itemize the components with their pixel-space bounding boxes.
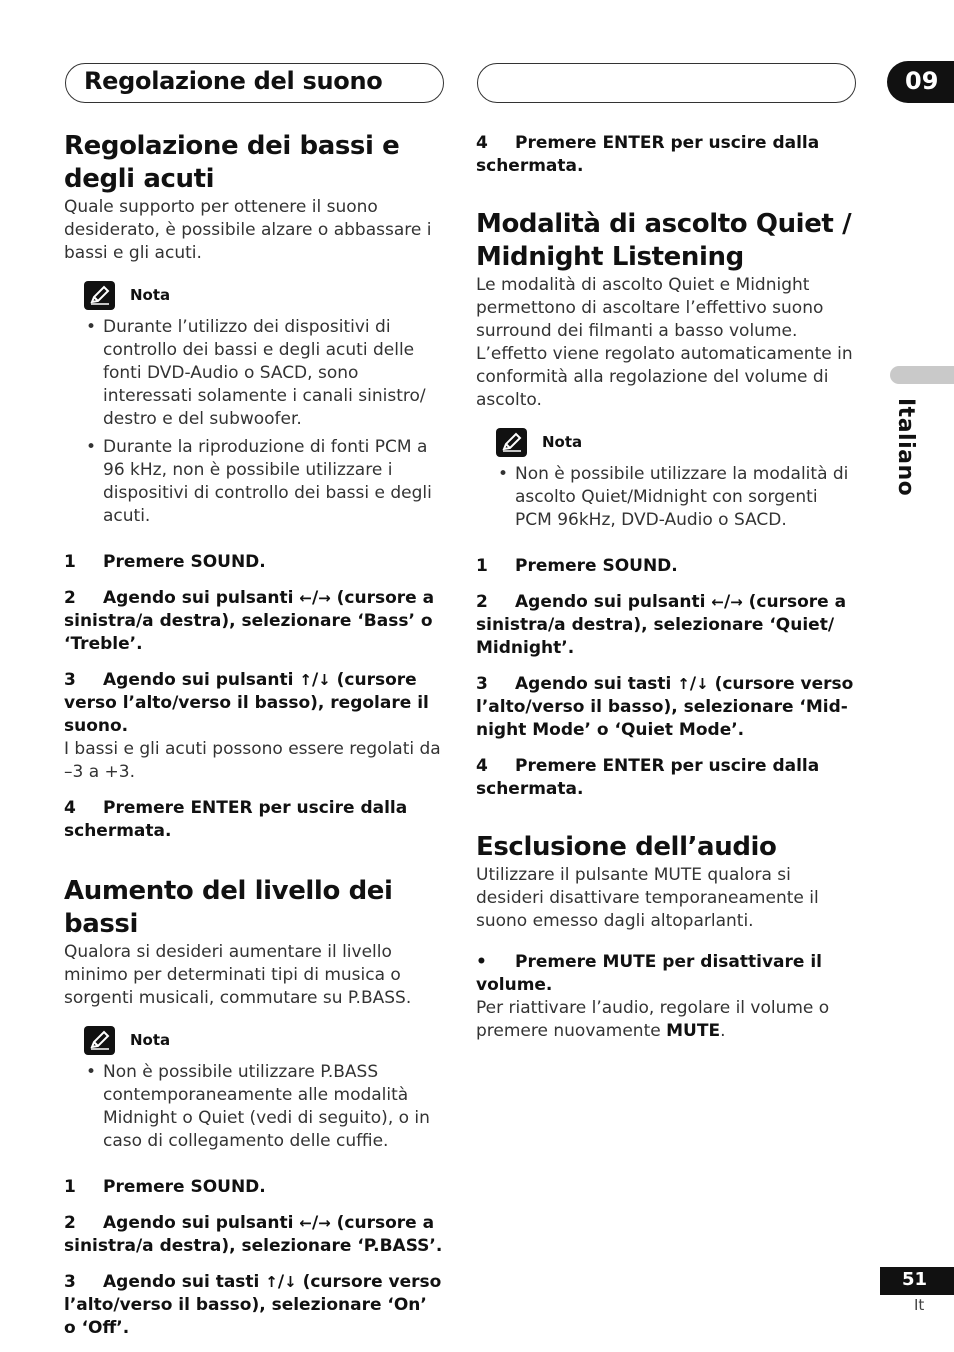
bass-boost-section <box>64 875 444 1340</box>
step: 3 Agendo sui tasti ↑/↓ (cursore verso l’alto/verso il basso), selezionare ‘On’ o ‘Off’. <box>64 1272 442 1338</box>
pencil-note-icon <box>496 428 527 457</box>
arrow-down-icon: ↓ <box>284 1273 297 1291</box>
quiet-midnight-title: Modalità di ascolto Quiet / Midnight Listening <box>476 209 852 272</box>
bass-treble-title: Regolazione dei bassi e degli acuti <box>64 131 400 194</box>
note-label: Nota <box>542 433 583 451</box>
language-label: Italiano <box>893 398 918 497</box>
note-header <box>496 427 856 457</box>
mute-title: Esclusione dell’audio <box>476 832 777 862</box>
pencil-note-icon <box>84 1026 115 1055</box>
step: 4 Premere ENTER per uscire dalla schermata. <box>64 798 408 841</box>
arrow-right-icon: → <box>318 589 331 607</box>
quiet-midnight-section <box>476 208 856 801</box>
note-bullet: • Durante la riproduzione di fonti PCM a 96 kHz, non è possibile utilizzare i dispositivi di controllo dei bassi e degli acuti. <box>64 436 444 528</box>
step: 2 Agendo sui pulsanti ←/→ (cursore a sinistra/a destra), selezionare ‘Bass’ o ‘Treble’. <box>64 588 435 654</box>
arrow-left-icon: ← <box>711 593 724 611</box>
step: 3 Agendo sui tasti ↑/↓ (cursore verso l’alto/verso il basso), selezionare ‘Mid-night Mode’ o ‘Quiet Mode’. <box>476 674 854 740</box>
arrow-down-icon: ↓ <box>318 671 331 689</box>
note-bullet: • Durante l’utilizzo dei dispositivi di controllo dei bassi e degli acuti delle fonti DVD-Audio o SACD, sono interessati solamente i canali sinistro/ destro e del subwoofer. <box>64 316 444 431</box>
note-bullet: • Non è possibile utilizzare P.BASS contemporaneamente alle modalità Midnight o Quiet (vedi di seguito), o in caso di collegamento delle cuffie. <box>64 1061 444 1153</box>
arrow-up-icon: ↑ <box>299 671 312 689</box>
note-label: Nota <box>130 1031 171 1049</box>
step: 1 Premere SOUND. <box>476 556 678 576</box>
mute-intro: Utilizzare il pulsante MUTE qualora si desideri disattivare temporaneamente il suono emesso dagli altoparlanti. <box>476 865 819 931</box>
chapter-badge: 09 <box>887 61 954 103</box>
step: 4 Premere ENTER per uscire dalla schermata. <box>476 756 820 799</box>
step-note: Per riattivare l’audio, regolare il volume o premere nuovamente MUTE. <box>476 998 830 1041</box>
arrow-left-icon: ← <box>299 589 312 607</box>
note-header <box>84 280 444 310</box>
step: 1 Premere SOUND. <box>64 552 266 572</box>
step: • Premere MUTE per disattivare il volume. <box>476 952 823 995</box>
section-title: Regolazione del suono <box>84 67 383 95</box>
arrow-up-icon: ↑ <box>265 1273 278 1291</box>
step: 4 Premere ENTER per uscire dalla schermata. <box>476 133 820 176</box>
section-header <box>65 63 444 103</box>
note-bullet: • Non è possibile utilizzare la modalità di ascolto Quiet/Midnight con sorgenti PCM 96kHz, DVD-Audio o SACD. <box>476 463 856 532</box>
arrow-right-icon: → <box>730 593 743 611</box>
pencil-note-icon <box>84 281 115 310</box>
right-column <box>476 132 856 1043</box>
note-label: Nota <box>130 286 171 304</box>
arrow-left-icon: ← <box>299 1214 312 1232</box>
step-note: I bassi e gli acuti possono essere regolati da –3 a +3. <box>64 739 441 782</box>
page-language-code: It <box>914 1296 925 1314</box>
bass-treble-section <box>64 130 444 843</box>
arrow-right-icon: → <box>318 1214 331 1232</box>
note-header <box>84 1025 444 1055</box>
language-tab-bar <box>890 366 954 384</box>
step: 2 Agendo sui pulsanti ←/→ (cursore a sinistra/a destra), selezionare ‘Quiet/ Midnight’. <box>476 592 847 658</box>
step: 2 Agendo sui pulsanti ←/→ (cursore a sinistra/a destra), selezionare ‘P.BASS’. <box>64 1213 443 1256</box>
step: 3 Agendo sui pulsanti ↑/↓ (cursore verso l’alto/verso il basso), regolare il suono. <box>64 670 429 736</box>
step: 1 Premere SOUND. <box>64 1177 266 1197</box>
page-number: 51 <box>880 1267 954 1295</box>
header-blank-pill <box>477 63 856 103</box>
arrow-up-icon: ↑ <box>677 675 690 693</box>
bass-treble-intro: Quale supporto per ottenere il suono desiderato, è possibile alzare o abbassare i bassi e gli acuti. <box>64 197 432 263</box>
quiet-midnight-intro: Le modalità di ascolto Quiet e Midnight permettono di ascoltare l’effettivo suono surround dei filmanti a basso volume. L’effetto viene regolato automaticamente in conformità alla regolazione del volume di ascolto. <box>476 275 853 410</box>
mute-section <box>476 831 856 1043</box>
left-column <box>64 130 444 1340</box>
bass-boost-intro: Qualora si desideri aumentare il livello minimo per determinati tipi di musica o sorgenti musicali, commutare su P.BASS. <box>64 942 412 1008</box>
bass-boost-title: Aumento del livello dei bassi <box>64 876 393 939</box>
arrow-down-icon: ↓ <box>696 675 709 693</box>
